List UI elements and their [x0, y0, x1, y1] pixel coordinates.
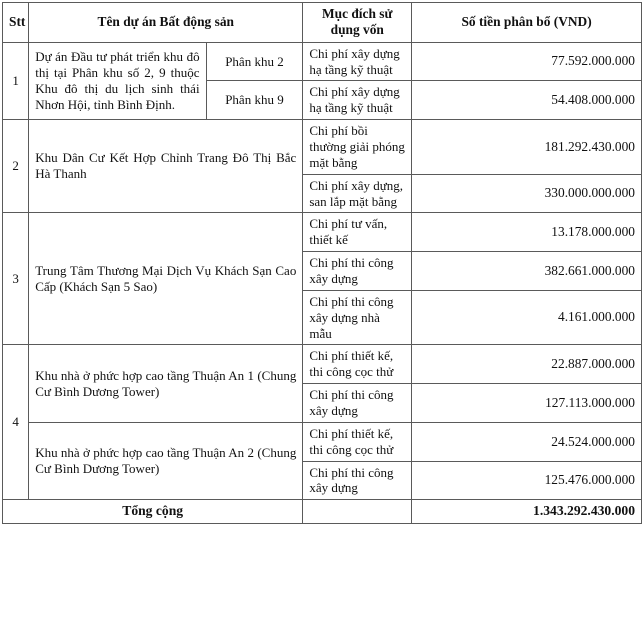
allocated-amount: 382.661.000.000 [412, 252, 642, 291]
project-name: Khu nhà ở phức hợp cao tầng Thuận An 2 (Chung Cư Bình Dương Tower) [29, 422, 303, 499]
allocated-amount: 125.476.000.000 [412, 461, 642, 500]
project-name: Dự án Đầu tư phát triển khu đô thị tại Phân khu số 2, 9 thuộc Khu đô thị du lịch sinh thái Nhơn Hội, tỉnh Bình Định. [29, 42, 206, 119]
purpose-of-use: Chi phí thiết kế, thi công cọc thử [303, 422, 412, 461]
table-body [3, 42, 642, 523]
table-row [3, 42, 642, 81]
allocated-amount: 4.161.000.000 [412, 290, 642, 345]
column-header-stt: Stt [3, 3, 29, 43]
purpose-of-use: Chi phí thi công xây dựng [303, 252, 412, 291]
table-row [3, 345, 642, 384]
allocated-amount: 77.592.000.000 [412, 42, 642, 81]
purpose-of-use: Chi phí tư vấn, thiết kế [303, 213, 412, 252]
allocated-amount: 22.887.000.000 [412, 345, 642, 384]
header-row [3, 3, 642, 43]
purpose-of-use: Chi phí thi công xây dựng nhà mẫu [303, 290, 412, 345]
project-name: Trung Tâm Thương Mại Dịch Vụ Khách Sạn Cao Cấp (Khách Sạn 5 Sao) [29, 213, 303, 345]
table-row [3, 422, 642, 461]
purpose-of-use: Chi phí thi công xây dựng [303, 461, 412, 500]
column-header-amount: Số tiền phân bổ (VND) [412, 3, 642, 43]
table-header [3, 3, 642, 43]
column-header-purpose: Mục đích sử dụng vốn [303, 3, 412, 43]
purpose-of-use: Chi phí xây dựng, san lắp mặt bằng [303, 174, 412, 213]
allocated-amount: 54.408.000.000 [412, 81, 642, 120]
total-row [3, 500, 642, 524]
row-index: 1 [3, 42, 29, 119]
allocated-amount: 13.178.000.000 [412, 213, 642, 252]
table-row [3, 120, 642, 175]
allocated-amount: 330.000.000.000 [412, 174, 642, 213]
sub-project-name: Phân khu 2 [206, 42, 303, 81]
column-header-project-name: Tên dự án Bất động sản [29, 3, 303, 43]
row-index: 3 [3, 213, 29, 345]
total-label: Tổng cộng [3, 500, 303, 524]
total-amount: 1.343.292.430.000 [412, 500, 642, 524]
row-index: 2 [3, 120, 29, 213]
purpose-of-use: Chi phí thiết kế, thi công cọc thử [303, 345, 412, 384]
project-name: Khu nhà ở phức hợp cao tầng Thuận An 1 (Chung Cư Bình Dương Tower) [29, 345, 303, 422]
purpose-of-use: Chi phí bồi thường giải phóng mặt bằng [303, 120, 412, 175]
purpose-of-use: Chi phí xây dựng hạ tầng kỹ thuật [303, 42, 412, 81]
allocated-amount: 127.113.000.000 [412, 384, 642, 423]
project-name: Khu Dân Cư Kết Hợp Chỉnh Trang Đô Thị Bắc Hà Thanh [29, 120, 303, 213]
total-purpose-cell [303, 500, 412, 524]
purpose-of-use: Chi phí thi công xây dựng [303, 384, 412, 423]
row-index: 4 [3, 345, 29, 500]
allocated-amount: 181.292.430.000 [412, 120, 642, 175]
allocated-amount: 24.524.000.000 [412, 422, 642, 461]
capital-allocation-table [2, 2, 642, 524]
sub-project-name: Phân khu 9 [206, 81, 303, 120]
table-row [3, 213, 642, 252]
purpose-of-use: Chi phí xây dựng hạ tầng kỹ thuật [303, 81, 412, 120]
